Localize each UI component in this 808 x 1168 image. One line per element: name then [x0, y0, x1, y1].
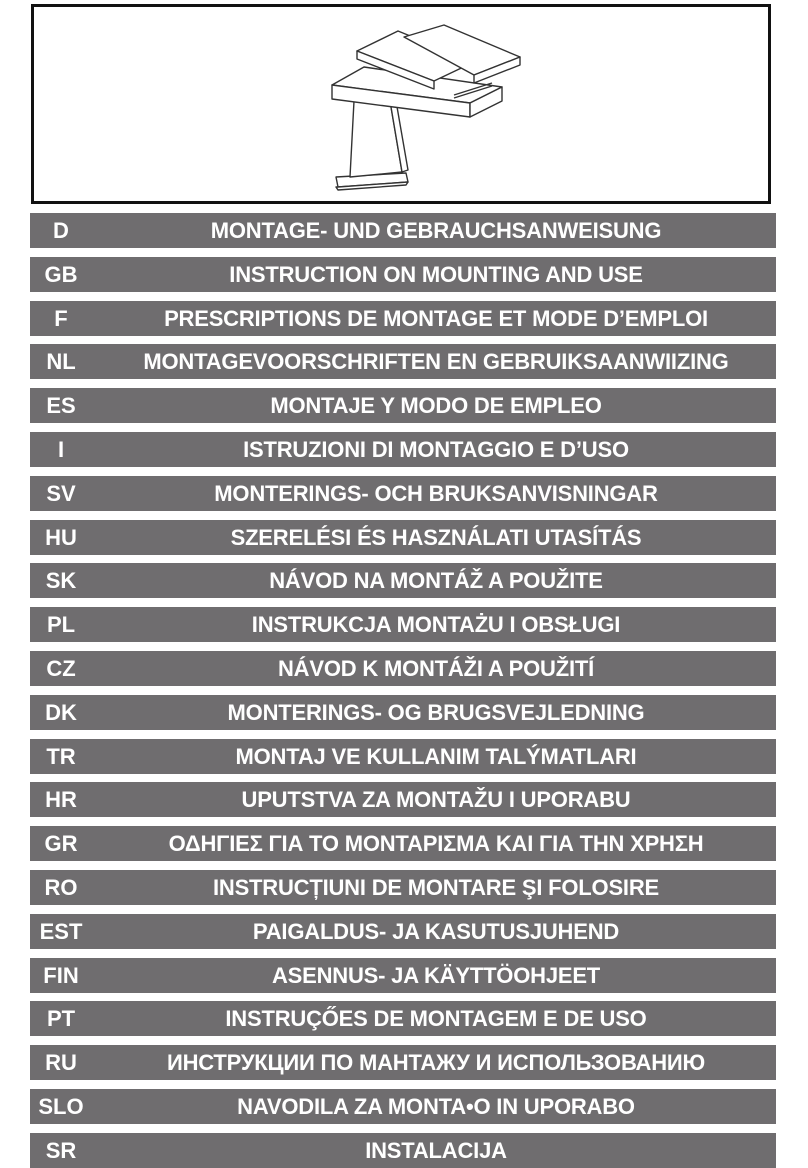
instruction-title: ASENNUS- JA KÄYTTÖOHJEET — [271, 962, 601, 988]
language-row-sr — [30, 1133, 776, 1168]
language-row-f — [30, 301, 776, 336]
language-code: SR — [45, 1137, 77, 1163]
language-row-slo — [30, 1089, 776, 1124]
instruction-title: INSTRUÇŐES DE MONTAGEM E DE USO — [225, 1005, 647, 1031]
language-row-cz — [30, 651, 776, 686]
instruction-title: MONTERINGS- OG BRUGSVEJLEDNING — [227, 699, 645, 725]
language-row-est — [30, 914, 776, 949]
language-code: FIN — [43, 962, 79, 988]
faucet-illustration — [34, 7, 768, 201]
language-code: GB — [44, 261, 78, 287]
language-code: HR — [45, 786, 77, 812]
instruction-title: INSTRUKCJA MONTAŻU I OBSŁUGI — [251, 611, 621, 637]
language-code: SK — [45, 567, 77, 593]
instruction-title: MONTERINGS- OCH BRUKSANVISNINGAR — [214, 480, 658, 506]
language-row-sv — [30, 476, 776, 511]
instruction-title: PAIGALDUS- JA KASUTUSJUHEND — [252, 918, 620, 944]
language-row-ro — [30, 870, 776, 905]
language-code: PT — [46, 1005, 76, 1031]
language-code: HU — [45, 524, 77, 550]
language-code: RO — [44, 874, 78, 900]
language-row-i — [30, 432, 776, 467]
language-code: EST — [39, 918, 83, 944]
product-illustration-frame — [31, 4, 771, 204]
instruction-title: NÁVOD NA MONTÁŽ A POUŽITE — [269, 567, 603, 593]
language-code: F — [54, 305, 68, 331]
language-row-pl — [30, 607, 776, 642]
language-row-hu — [30, 520, 776, 555]
language-code: PL — [46, 611, 76, 637]
language-row-fin — [30, 958, 776, 993]
instruction-title: INSTRUCȚIUNI DE MONTARE ŞI FOLOSIRE — [212, 874, 660, 900]
instruction-title: MONTAJ VE KULLANIM TALÝMATLARI — [235, 743, 637, 769]
language-code: NL — [46, 348, 76, 374]
language-row-gr — [30, 826, 776, 861]
language-row-dk — [30, 695, 776, 730]
instruction-title: SZERELÉSI ÉS HASZNÁLATI UTASÍTÁS — [230, 524, 642, 550]
language-row-d — [30, 213, 776, 248]
language-code: GR — [44, 830, 78, 856]
language-row-pt — [30, 1001, 776, 1036]
language-row-tr — [30, 739, 776, 774]
instruction-title: INSTALACIJA — [365, 1137, 507, 1163]
language-row-sk — [30, 563, 776, 598]
instruction-title: MONTAGE- UND GEBRAUCHSANWEISUNG — [210, 217, 662, 243]
language-row-hr — [30, 782, 776, 817]
language-row-ru — [30, 1045, 776, 1080]
language-code: RU — [45, 1049, 77, 1075]
instruction-title: INSTRUCTION ON MOUNTING AND USE — [229, 261, 643, 287]
language-row-gb — [30, 257, 776, 292]
language-code: CZ — [46, 655, 76, 681]
instruction-title: NÁVOD K MONTÁŽI A POUŽITÍ — [277, 655, 595, 681]
language-code: TR — [46, 743, 76, 769]
instruction-title: NAVODILA ZA MONTA•O IN UPORABO — [237, 1093, 635, 1119]
language-code: SV — [46, 480, 76, 506]
instruction-title: MONTAJE Y MODO DE EMPLEO — [270, 392, 602, 418]
language-code: DK — [45, 699, 77, 725]
language-code: I — [57, 436, 65, 462]
instruction-title: ΟΔΗΓΙΕΣ ΓΙΑ ΤΟ ΜΟΝΤΑΡΙΣΜΑ ΚΑΙ ΓΙΑ ΤΗΝ ΧΡΗΣΗ — [168, 830, 704, 856]
instruction-title: UPUTSTVA ZA MONTAŽU I UPORABU — [241, 786, 631, 812]
language-row-es — [30, 388, 776, 423]
language-code: SLO — [38, 1093, 84, 1119]
instruction-title: ИНСТРУКЦИИ ПО МАНТАЖУ И ИСПОЛЬЗОВАНИЮ — [166, 1049, 706, 1075]
language-code: ES — [46, 392, 76, 418]
language-row-nl — [30, 344, 776, 379]
instruction-title: ISTRUZIONI DI MONTAGGIO E D’USO — [243, 436, 629, 462]
language-code: D — [53, 217, 69, 243]
instruction-title: MONTAGEVOORSCHRIFTEN EN GEBRUIKSAANWIIZING — [143, 348, 729, 374]
instruction-title: PRESCRIPTIONS DE MONTAGE ET MODE D’EMPLOI — [164, 305, 708, 331]
